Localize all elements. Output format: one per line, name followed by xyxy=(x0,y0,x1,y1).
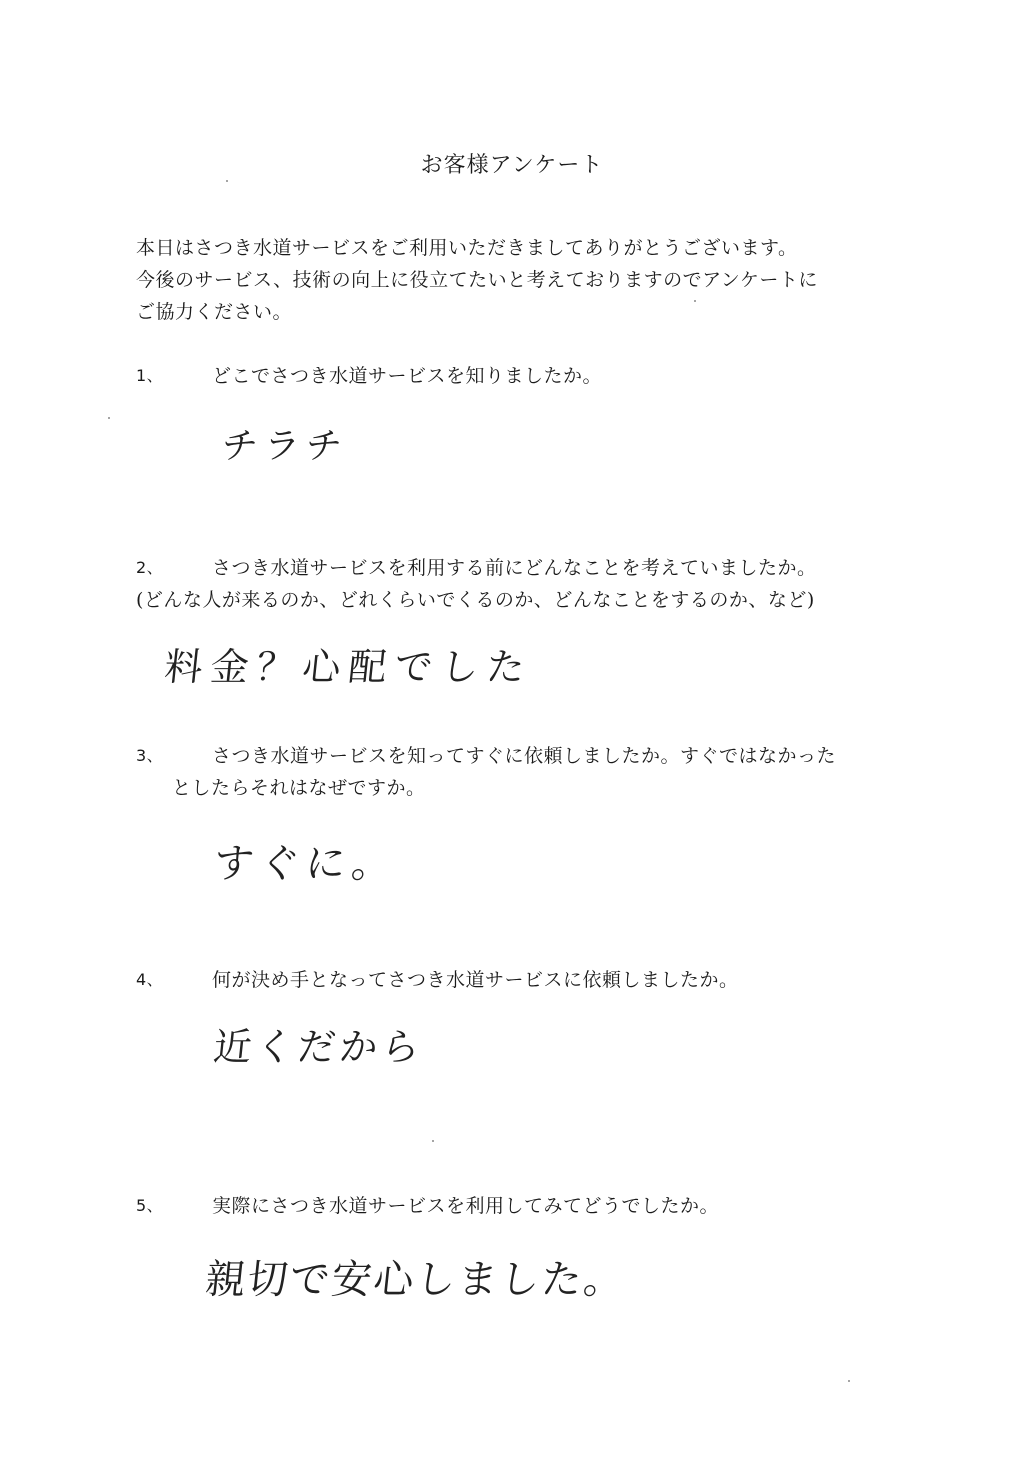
scan-speck xyxy=(848,1380,850,1382)
handwritten-answer-2: 料金？心配でした xyxy=(162,645,535,689)
question-text: どこでさつき水道サービスを知りましたか。 xyxy=(212,365,603,387)
scan-speck xyxy=(226,180,228,182)
handwritten-answer-5: 親切で安心しました。 xyxy=(203,1257,629,1303)
intro-line: 本日はさつき水道サービスをご利用いただきましてありがとうございます。 xyxy=(136,237,798,259)
page-title: お客様アンケート xyxy=(420,153,604,178)
question-number: 5、 xyxy=(136,1196,164,1215)
handwritten-answer-3: すぐに。 xyxy=(211,841,401,887)
handwritten-answer-1: チラチ xyxy=(219,426,350,467)
question-2 xyxy=(136,552,936,616)
question-text: 実際にさつき水道サービスを利用してみてどうでしたか。 xyxy=(212,1195,720,1217)
question-4 xyxy=(136,964,936,996)
question-text-continued: としたらそれはなぜですか。 xyxy=(172,777,426,799)
scan-speck xyxy=(694,300,696,302)
scan-speck xyxy=(432,1140,434,1142)
question-text: さつき水道サービスを知ってすぐに依頼しましたか。すぐではなかった xyxy=(212,745,837,767)
question-5 xyxy=(136,1190,936,1222)
intro-paragraph xyxy=(136,232,916,328)
question-number: 4、 xyxy=(136,970,164,989)
scan-speck xyxy=(108,417,110,419)
question-text: さつき水道サービスを利用する前にどんなことを考えていましたか。 xyxy=(212,557,817,579)
handwritten-answer-4: 近くだから xyxy=(211,1025,426,1069)
intro-line: ご協力ください。 xyxy=(136,301,293,323)
question-subtext: (どんな人が来るのか、どれくらいでくるのか、どんなことをするのか、など) xyxy=(136,589,815,611)
question-3 xyxy=(136,740,936,804)
question-number: 2、 xyxy=(136,558,164,577)
question-number: 1、 xyxy=(136,366,164,385)
question-text: 何が決め手となってさつき水道サービスに依頼しましたか。 xyxy=(212,969,739,991)
question-number: 3、 xyxy=(136,746,164,765)
question-1 xyxy=(136,360,936,392)
intro-line: 今後のサービス、技術の向上に役立てたいと考えておりますのでアンケートに xyxy=(136,269,818,291)
